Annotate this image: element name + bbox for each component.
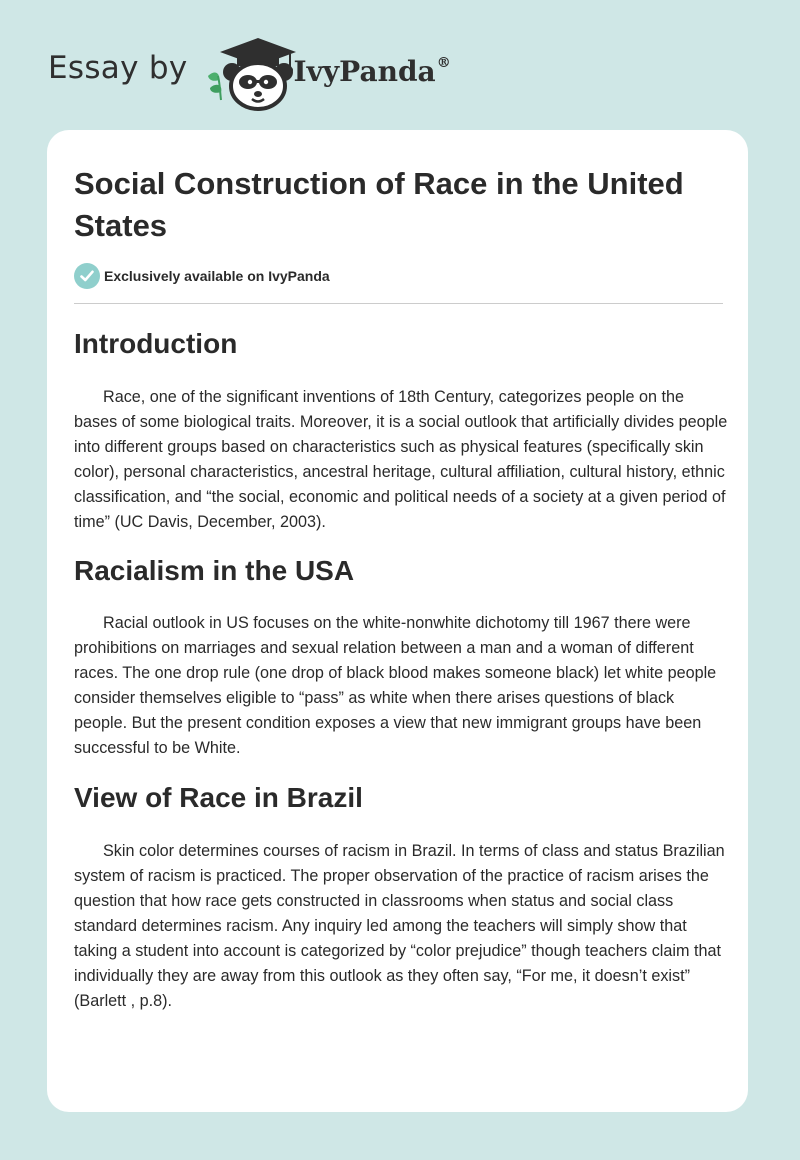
section-heading-race-brazil: View of Race in Brazil	[74, 782, 363, 813]
panda-graduate-logo-icon[interactable]	[204, 36, 298, 112]
essay-card	[47, 130, 748, 1112]
exclusive-badge	[74, 263, 330, 289]
essay-title: Social Construction of Race in the United States	[74, 166, 684, 243]
section-heading-introduction: Introduction	[74, 328, 238, 359]
ivy-leaf-icon	[208, 73, 221, 100]
registered-mark: ®	[436, 54, 451, 71]
site-header	[48, 34, 451, 114]
section-paragraph-racialism-usa: Racial outlook in US focuses on the white-nonwhite dichotomy till 1967 there were prohibitions on marriages and sexual relation between a man and a woman of different races. The one drop rule (one drop of black blood makes someone black) let white people consider themselves eligible to “pass” as white when there arises questions of black people. But the present condition exposes a view that new immigrant groups have been successful to be White.	[74, 614, 717, 757]
exclusive-label: Exclusively available on IvyPanda	[104, 268, 330, 284]
brand-name[interactable]: IvyPanda®	[293, 54, 451, 88]
section-paragraph-introduction: Race, one of the significant inventions of 18th Century, categorizes people on the bases of some biological traits. Moreover, it is a social outlook that artificially divides people into different groups based on characteristics such as physical features (specifically skin color), personal characteristics, ancestral heritage, cultural affiliation, cultural history, ethnic classification, and “the social, economic and political needs of a society at a given period of time” (UC Davis, December, 2003).	[74, 388, 728, 531]
title-divider	[74, 303, 723, 304]
essay-by-label: Essay by	[48, 50, 188, 86]
section-heading-racialism-usa: Racialism in the USA	[74, 555, 355, 586]
check-icon	[74, 263, 100, 289]
section-paragraph-race-brazil: Skin color determines courses of racism in Brazil. In terms of class and status Brazilian system of racism is practiced. The proper observation of the practice of racism arises the question that how race gets constructed in classrooms when status and social class standard determines racism. Any inquiry led among the teachers will simply show that taking a student into account is categorized by “color prejudice” though teachers claim that individually they are away from this outlook as they often say, “For me, it doesn’t exist” (Barlett , p.8).	[74, 842, 725, 1010]
